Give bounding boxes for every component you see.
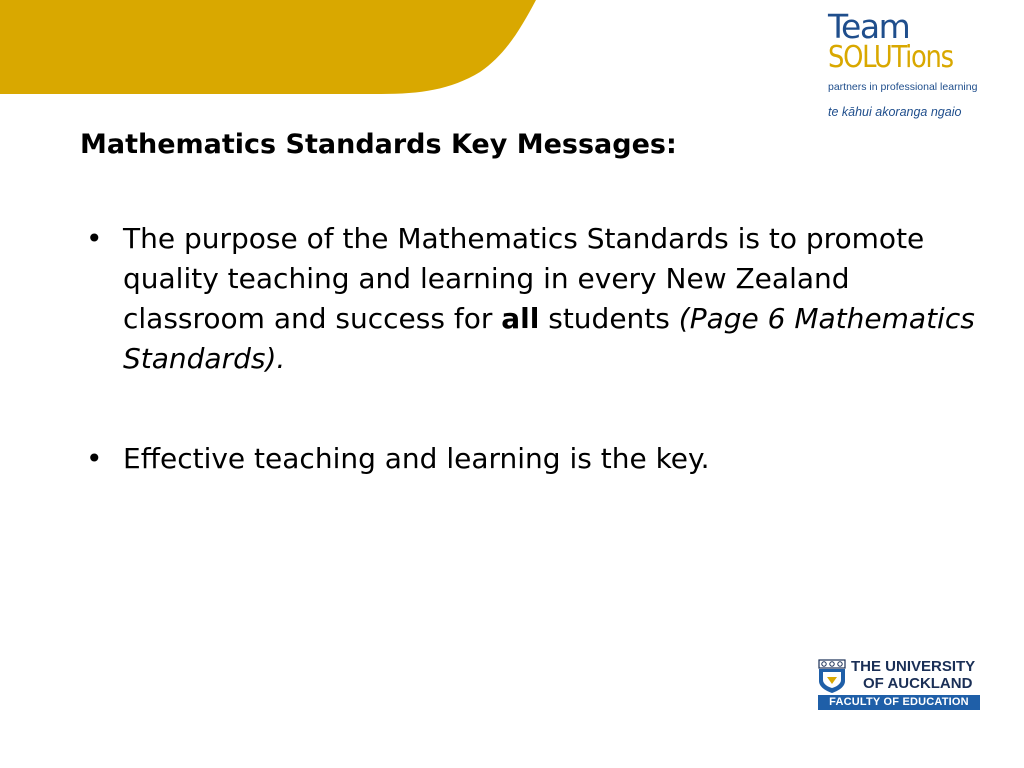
bullet-item-purpose (80, 219, 980, 379)
logo-team-word: Team (828, 7, 910, 46)
university-name-line2: OF AUCKLAND (863, 675, 973, 692)
university-of-auckland-logo (818, 658, 982, 710)
bullet-marker: • (86, 442, 103, 475)
team-solutions-logo (828, 7, 988, 120)
university-crest-icon (818, 659, 846, 693)
bullet-item-key (80, 439, 980, 479)
slide-title: Mathematics Standards Key Messages: (80, 129, 677, 160)
bullet-text: The purpose of the Mathematics Standards is to promote quality teaching and learning in every New Zealand classroom and success for (123, 222, 925, 335)
bullet-bold-word: all (501, 302, 540, 335)
faculty-label: FACULTY OF EDUCATION (818, 695, 980, 710)
university-name (851, 658, 975, 692)
corner-decoration-shape (0, 0, 540, 100)
logo-tagline: partners in professional learning (828, 81, 978, 93)
bullet-text: Effective teaching and learning is the key. (123, 442, 710, 475)
bullet-text-continued: students (539, 302, 679, 335)
university-name-line1: THE UNIVERSITY (851, 658, 976, 675)
bullet-list (80, 219, 980, 479)
logo-maori-tagline: te kāhui akoranga ngaio (828, 105, 962, 119)
bullet-citation: (Page 6 Mathematics Standards). (123, 302, 975, 375)
logo-solutions-word: SOLUTions (828, 40, 953, 75)
bullet-marker: • (86, 222, 103, 255)
